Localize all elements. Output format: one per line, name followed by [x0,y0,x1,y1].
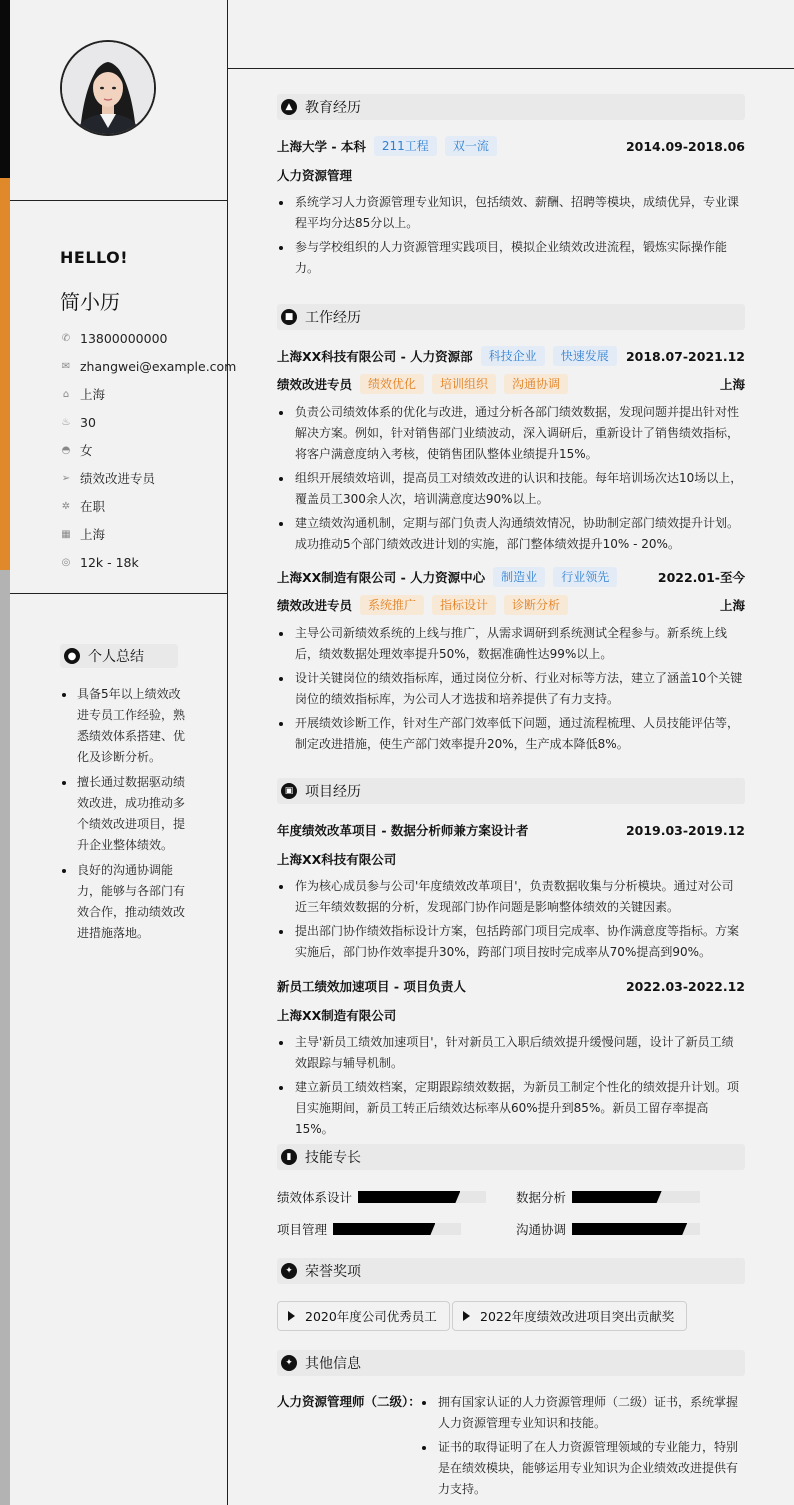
info-status: ✲ 在职 [61,499,106,514]
info-email: ✉ zhangwei@example.com [61,358,237,374]
job-header [277,567,745,587]
header-divider [228,68,794,69]
graduation-cap-icon: ▲ [281,99,297,115]
info-gender: ◓ 女 [61,443,93,458]
work-heading: ■ 工作经历 [277,304,745,330]
skill-bar-fill [333,1223,435,1235]
skill-row [277,1219,461,1239]
job-item: 负责公司绩效体系的优化与改进，通过分析各部门绩效数据，发现问题并提出针对性解决方案。例如，针对销售部门业绩波动，深入调研后，重新设计了销售绩效指标，将客户满意度纳入考核，使销售团队整体业绩提升15%。 [277,402,745,465]
role-tag: 诊断分析 [504,595,568,615]
cake-icon: ♨ [61,416,71,428]
company-name: 上海XX科技有限公司 - 人力资源部 [277,349,473,364]
role-tag: 系统推广 [360,595,424,615]
summary-list [60,684,185,948]
job-header [277,346,745,366]
school-tag: 双一流 [445,136,497,156]
info-icon: ✦ [281,1355,297,1371]
send-icon: ➢ [61,472,71,484]
education-heading: ▲ 教育经历 [277,94,745,120]
project-details [277,1032,745,1143]
education-item: 参与学校组织的人力资源管理实践项目，模拟企业绩效改进流程，锻炼实际操作能力。 [277,237,745,279]
sidebar-divider [10,200,228,201]
role-tag: 绩效优化 [360,374,424,394]
job-role-row [277,374,745,394]
other-heading: ✦ 其他信息 [277,1350,745,1376]
skill-bar-fill [572,1223,687,1235]
salary-icon: ◎ [61,556,71,568]
certificate-item: 证书的取得证明了在人力资源管理领域的专业能力，特别是在绩效模块，能够运用专业知识为企业绩效改进提供有力支持。 [420,1437,745,1500]
project-item: 作为核心成员参与公司'年度绩效改革项目'，负责数据收集与分析模块。通过对公司近三年绩效数据的分析，发现部门协作问题是影响整体绩效的关键因素。 [277,876,745,918]
skill-bar-fill [572,1191,662,1203]
status-icon: ✲ [61,500,71,512]
project-company: 上海XX制造有限公司 [277,1008,397,1023]
project-item: 建立新员工绩效档案，定期跟踪绩效数据，为新员工制定个性化的绩效提升计划。项目实施期间，新员工转正后绩效达标率从60%提升到85%。新员工留存率提高15%。 [277,1077,745,1140]
job-details [277,402,745,558]
skill-row [516,1219,700,1239]
phone-icon: ✆ [61,332,71,344]
project-name: 新员工绩效加速项目 - 项目负责人 [277,979,466,994]
school-name: 上海大学 - 本科 [277,139,366,154]
skill-bar [333,1223,461,1235]
job-item: 组织开展绩效培训，提高员工对绩效改进的认识和技能。每年培训场次达10场以上，覆盖员工300余人次，培训满意度达90%以上。 [277,468,745,510]
school-tag: 211工程 [374,136,437,156]
job-item: 开展绩效诊断工作，针对生产部门效率低下问题，通过流程梳理、人员技能评估等，制定改进措施，使生产部门效率提升20%，生产成本降低8%。 [277,713,745,755]
project-item: 提出部门协作绩效指标设计方案，包括跨部门项目完成率、协作满意度等指标。方案实施后，部门协作效率提升30%，跨部门项目按时完成率从70%提高到90%。 [277,921,745,963]
summary-item: 擅长通过数据驱动绩效改进，成功推动多个绩效改进项目，提升企业整体绩效。 [60,772,185,856]
skill-bar [572,1191,700,1203]
avatar-photo [62,42,154,134]
grid-icon: ▣ [281,783,297,799]
job-item: 设计关键岗位的绩效指标库，通过岗位分析、行业对标等方法，建立了涵盖10个关键岗位的绩效指标库，为公司人才选拔和培养提供了有力支持。 [277,668,745,710]
project-header [277,820,745,840]
project-header [277,976,745,996]
hello-greeting: HELLO! [60,248,129,267]
contact-info [60,324,237,576]
project-date: 2022.03-2022.12 [625,978,745,994]
education-item: 系统学习人力资源管理专业知识，包括绩效、薪酬、招聘等模块，成绩优异，专业课程平均分达85分以上。 [277,192,745,234]
education-header [277,136,745,156]
certificate-label: 人力资源管理师（二级）： [277,1394,421,1409]
job-role: 绩效改进专员 [277,377,353,392]
info-salary: ◎ 12k - 18k [61,554,139,570]
info-home: ⌂ 上海 [60,380,225,408]
certificate-item: 拥有国家认证的人力资源管理师（二级）证书，系统掌握人力资源管理专业知识和技能。 [420,1392,745,1434]
skill-row [277,1187,486,1207]
user-icon: ● [64,648,80,664]
skill-bar-fill [358,1191,460,1203]
major: 人力资源管理 [277,168,353,183]
job-city: 上海 [719,598,745,613]
mail-icon: ✉ [61,360,71,372]
bar-chart-icon: ▮ [281,1149,297,1165]
education-details [277,192,745,282]
awards-heading: ✦ 荣誉奖项 [277,1258,745,1284]
summary-item: 良好的沟通协调能力，能够与各部门有效合作，推动绩效改进措施落地。 [60,860,185,944]
project-item: 主导'新员工绩效加速项目'，针对新员工入职后绩效提升缓慢问题，设计了新员工绩效跟踪与辅导机制。 [277,1032,745,1074]
play-icon [288,1311,295,1321]
info-phone: ✆ 13800000000 [61,330,168,346]
avatar [60,40,156,136]
sidebar-stripe-gray [0,570,10,1505]
skill-name: 数据分析 [516,1190,567,1205]
skill-name: 项目管理 [277,1222,328,1237]
project-date: 2019.03-2019.12 [625,822,745,838]
role-tag: 指标设计 [432,595,496,615]
skill-row [516,1187,700,1207]
projects-heading: ▣ 项目经历 [277,778,745,804]
skill-bar [572,1223,700,1235]
company-tag: 行业领先 [553,567,617,587]
skill-name: 绩效体系设计 [277,1190,353,1205]
job-details [277,623,745,758]
role-tag: 沟通协调 [504,374,568,394]
play-icon [463,1311,470,1321]
job-item: 主导公司新绩效系统的上线与推广，从需求调研到系统测试全程参与。新系统上线后，绩效数据处理效率提升50%，数据准确性达99%以上。 [277,623,745,665]
job-date: 2018.07-2021.12 [625,348,745,364]
sidebar-divider [10,593,228,594]
home-icon: ⌂ [62,388,70,400]
certificate-details [420,1392,745,1503]
job-role: 绩效改进专员 [277,598,353,613]
skills-heading: ▮ 技能专长 [277,1144,745,1170]
summary-item: 具备5年以上绩效改进专员工作经验，熟悉绩效体系搭建、优化及诊断分析。 [60,684,185,768]
briefcase-icon: ■ [281,309,297,325]
sidebar-stripe-black [0,0,10,178]
role-tag: 培训组织 [432,374,496,394]
job-date: 2022.01-至今 [657,570,745,585]
info-target-city: ▦ 上海 [61,527,106,542]
gender-icon: ◓ [61,444,71,456]
award-chip: 2022年度绩效改进项目突出贡献奖 [452,1301,687,1331]
info-target-job: ➢ 绩效改进专员 [61,471,156,486]
skill-bar [358,1191,486,1203]
job-city: 上海 [719,377,745,392]
building-icon: ▦ [61,528,71,540]
info-age: ♨ 30 [61,414,96,430]
company-tag: 科技企业 [481,346,545,366]
project-details [277,876,745,966]
project-name: 年度绩效改革项目 - 数据分析师兼方案设计者 [277,823,529,838]
candidate-name: 简小历 [60,290,120,314]
job-item: 建立绩效沟通机制，定期与部门负责人沟通绩效情况，协助制定部门绩效提升计划。成功推动5个部门绩效改进计划的实施，部门整体绩效提升10% - 20%。 [277,513,745,555]
summary-heading: ● 个人总结 [60,644,178,668]
company-tag: 快速发展 [553,346,617,366]
education-date: 2014.09-2018.06 [625,138,745,154]
job-role-row [277,595,745,615]
award-chip: 2020年度公司优秀员工 [277,1301,450,1331]
project-company: 上海XX科技有限公司 [277,852,397,867]
company-tag: 制造业 [493,567,545,587]
skill-name: 沟通协调 [516,1222,567,1237]
medal-icon: ✦ [281,1263,297,1279]
company-name: 上海XX制造有限公司 - 人力资源中心 [277,570,486,585]
sidebar-stripe-orange [0,178,10,570]
